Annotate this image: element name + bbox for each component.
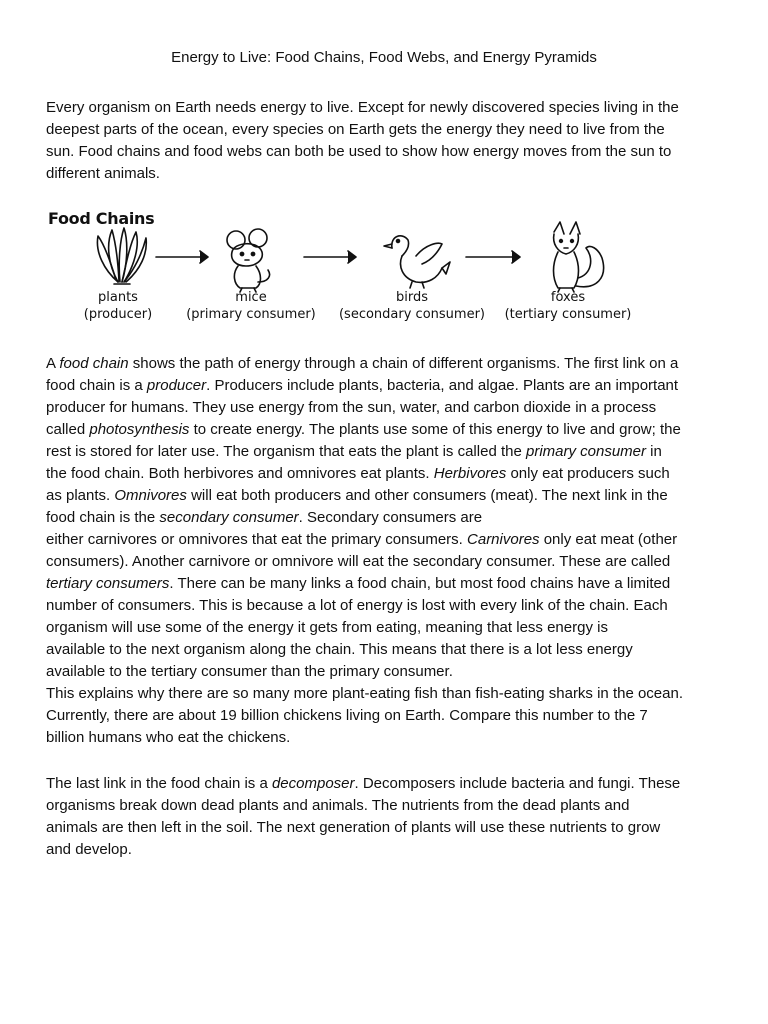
text-segment: available to the tertiary consumer than the primary consumer. [46,663,453,680]
text-line: different animals. [46,165,160,182]
text-segment: and develop. [46,841,132,858]
text-segment: This explains why there are so many more plant-eating fish than fish-eating sharks in the ocean. [46,685,684,702]
organism-label-mice [171,289,331,323]
text-segment: food chain is the [46,509,160,526]
organism-name: plants [98,290,138,305]
italic-term: Omnivores [114,487,187,504]
organism-role: (producer) [83,307,153,322]
text-line [46,639,736,661]
text-segment: as plants. [46,487,115,504]
organism-role: (primary consumer) [186,307,316,322]
text-line [46,795,736,817]
text-segment: in [646,443,662,460]
arrow-icon [304,251,356,263]
text-segment: called [46,421,90,438]
text-segment: . There can be many links a food chain, but most food chains have a limited [169,575,671,592]
text-line [46,551,736,573]
italic-term: producer [146,377,207,394]
text-line [46,773,736,795]
text-line [46,661,736,683]
text-line [46,419,736,441]
organism-name: foxes [550,290,586,305]
text-segment: to create energy. The plants use some of this energy to live and grow; the [189,421,681,438]
food-chain-figure [46,204,636,328]
text-segment: A [46,355,60,372]
text-line: Every organism on Earth needs energy to live. Except for newly discovered species living in the [46,99,679,116]
text-line: sun. Food chains and food webs can both be used to show how energy moves from the sun to [46,143,672,160]
italic-term: Herbivores [433,465,507,482]
text-line [46,397,736,419]
arrow-icon [156,251,208,263]
text-segment: animals are then left in the soil. The next generation of plants will use these nutrients to grow [46,819,661,836]
text-segment: only eat meat (other [539,531,678,548]
text-line [46,375,736,397]
text-segment: only eat producers such [506,465,670,482]
text-segment: available to the next organism along the chain. This means that there is a lot less energy [46,641,633,658]
text-line [46,705,736,727]
text-segment: number of consumers. This is because a lot of energy is lost with every link of the chain. Each [46,597,668,614]
text-segment: consumers). Another carnivore or omnivore will eat the secondary consumer. These are called [46,553,671,570]
organism-role: (secondary consumer) [338,307,485,322]
text-segment: rest is stored for later use. The organism that eats the plant is called the [46,443,526,460]
figure-heading: Food Chains [48,209,155,228]
text-line [46,617,736,639]
bird-icon [384,236,450,288]
text-segment: food chain is a [46,377,147,394]
text-line [46,595,736,617]
mouse-icon [227,229,270,292]
text-segment: the food chain. Both herbivores and omnivores eat plants. [46,465,434,482]
organism-name: birds [395,290,428,305]
arrow-icon [466,251,520,263]
text-line [46,441,736,463]
decomposer-paragraph [46,773,736,861]
text-segment: will eat both producers and other consumers (meat). The next link in the [186,487,668,504]
organism-label-birds [332,289,492,323]
food-chain-paragraph [46,353,736,749]
italic-term: decomposer [271,775,355,792]
plant-icon [97,228,146,284]
italic-term: secondary consumer [159,509,299,526]
italic-term: Carnivores [467,531,540,548]
italic-term: photosynthesis [89,421,190,438]
fox-icon [554,222,604,292]
text-segment: . Secondary consumers are [298,509,483,526]
text-segment: either carnivores or omnivores that eat the primary consumers. [46,531,468,548]
organism-label-foxes [488,289,648,323]
italic-term: tertiary consumers [46,575,170,592]
text-line [46,727,736,749]
text-segment: producer for humans. They use energy from the sun, water, and carbon dioxide in a process [46,399,657,416]
text-line [46,507,736,529]
text-line [46,839,736,861]
text-line: deepest parts of the ocean, every species on Earth gets the energy they need to live from the [46,121,665,138]
page-title: Energy to Live: Food Chains, Food Webs, and Energy Pyramids [171,49,597,66]
text-segment: billion humans who eat the chickens. [46,729,291,746]
text-line [46,463,736,485]
intro-paragraph [46,97,736,185]
text-segment: The last link in the food chain is a [46,775,272,792]
text-segment: organism will use some of the energy it gets from eating, meaning that less energy is [46,619,608,636]
text-segment: organisms break down dead plants and animals. The nutrients from the dead plants and [46,797,630,814]
text-line [46,573,736,595]
text-line [46,683,736,705]
text-line [46,485,736,507]
text-line [46,817,736,839]
organism-role: (tertiary consumer) [504,307,632,322]
italic-term: food chain [59,355,129,372]
text-segment: . Producers include plants, bacteria, and algae. Plants are an important [206,377,679,394]
text-segment: Currently, there are about 19 billion chickens living on Earth. Compare this number to the 7 [46,707,648,724]
text-segment: shows the path of energy through a chain of different organisms. The first link on a [128,355,679,372]
text-line [46,353,736,375]
organism-name: mice [235,290,267,305]
text-segment: . Decomposers include bacteria and fungi. These [354,775,681,792]
italic-term: primary consumer [525,443,647,460]
text-line [46,529,736,551]
